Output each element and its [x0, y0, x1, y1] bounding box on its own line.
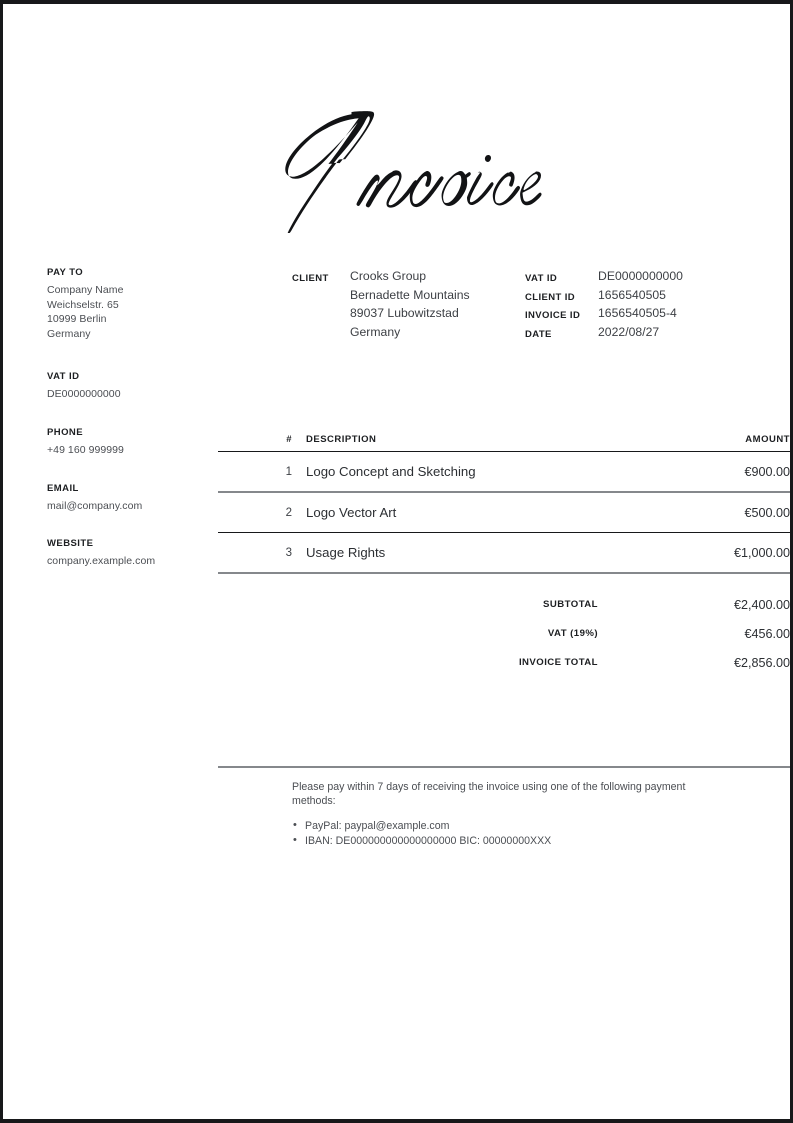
table-rule — [218, 572, 790, 574]
payment-terms-paragraph: Please pay within 7 days of receiving the invoice using one of the following payment methods: — [292, 781, 686, 808]
pay-to-line: Weichselstr. 65 — [47, 298, 119, 311]
client-address-column — [350, 267, 525, 345]
invoice-script-logo — [255, 108, 545, 233]
meta-value-vat-id: DE0000000000 — [598, 269, 683, 283]
payment-terms-section — [292, 780, 692, 849]
totals-row-invoice-total — [218, 648, 790, 677]
email-value[interactable]: mail@company.com — [47, 499, 143, 512]
row-number: 1 — [285, 465, 292, 478]
invoice-total-label: INVOICE TOTAL — [518, 657, 598, 668]
meta-label-column — [525, 267, 598, 345]
meta-label-client-id: CLIENT ID — [525, 291, 576, 303]
sender-vat-value: DE0000000000 — [47, 388, 121, 401]
meta-value-date: 2022/08/27 — [598, 325, 660, 340]
row-description: Logo Vector Art — [306, 505, 397, 520]
client-label: CLIENT — [292, 273, 329, 284]
payment-methods-list — [292, 819, 692, 849]
payment-method-item: • IBAN: DE000000000000000000 BIC: 00000000XXX — [292, 834, 692, 849]
sender-details-column — [47, 267, 247, 569]
meta-value-invoice-id: 1656540505-4 — [598, 306, 677, 321]
pay-to-line: Germany — [47, 327, 91, 340]
table-header-description: DESCRIPTION — [306, 434, 377, 445]
invoice-title — [3, 108, 793, 233]
vat-value: €456.00 — [744, 626, 790, 641]
client-label-column — [292, 267, 350, 345]
client-line: Germany — [350, 325, 401, 340]
totals-row-subtotal — [218, 590, 790, 619]
table-row — [218, 452, 790, 491]
subtotal-label: SUBTOTAL — [543, 599, 598, 610]
phone-block — [47, 427, 247, 458]
client-line: Crooks Group — [350, 269, 427, 283]
meta-value-column — [598, 267, 758, 345]
email-block — [47, 483, 247, 514]
totals-section — [218, 590, 790, 677]
totals-row-vat — [218, 619, 790, 648]
table-header-row — [218, 434, 790, 451]
row-number: 2 — [285, 506, 292, 519]
row-description: Usage Rights — [306, 545, 386, 560]
row-number: 3 — [285, 546, 292, 559]
pay-to-line: Company Name — [47, 284, 124, 296]
website-label: WEBSITE — [47, 538, 94, 550]
vat-label: VAT (19%) — [547, 628, 598, 639]
table-row — [218, 493, 790, 532]
table-header-amount: AMOUNT — [745, 434, 790, 445]
phone-value: +49 160 999999 — [47, 443, 124, 456]
invoice-total-value: €2,856.00 — [733, 655, 790, 670]
row-amount: €900.00 — [744, 464, 790, 479]
meta-value-client-id: 1656540505 — [598, 287, 666, 302]
meta-label-date: DATE — [525, 329, 552, 341]
website-value[interactable]: company.example.com — [47, 555, 156, 568]
phone-label: PHONE — [47, 426, 84, 438]
email-label: EMAIL — [47, 482, 79, 494]
client-and-meta-block — [292, 267, 758, 345]
pay-to-line: 10999 Berlin — [47, 313, 107, 326]
website-block — [47, 538, 247, 569]
pay-to-block — [47, 267, 247, 341]
pay-to-label: PAY TO — [47, 267, 84, 278]
subtotal-value: €2,400.00 — [733, 597, 790, 612]
table-header-number: # — [286, 434, 292, 445]
footer-divider — [218, 766, 790, 768]
sender-vat-label: VAT ID — [47, 371, 80, 383]
line-items-table — [218, 434, 790, 574]
row-description: Logo Concept and Sketching — [306, 464, 476, 479]
sender-vat-block — [47, 371, 247, 402]
row-amount: €500.00 — [744, 505, 790, 520]
table-row — [218, 533, 790, 572]
payment-method-item: • PayPal: paypal@example.com — [292, 819, 692, 834]
client-line: 89037 Lubowitzstad — [350, 306, 459, 321]
meta-label-vat-id: VAT ID — [525, 273, 558, 284]
meta-label-invoice-id: INVOICE ID — [525, 310, 581, 322]
client-line: Bernadette Mountains — [350, 287, 470, 302]
row-amount: €1,000.00 — [733, 545, 790, 560]
